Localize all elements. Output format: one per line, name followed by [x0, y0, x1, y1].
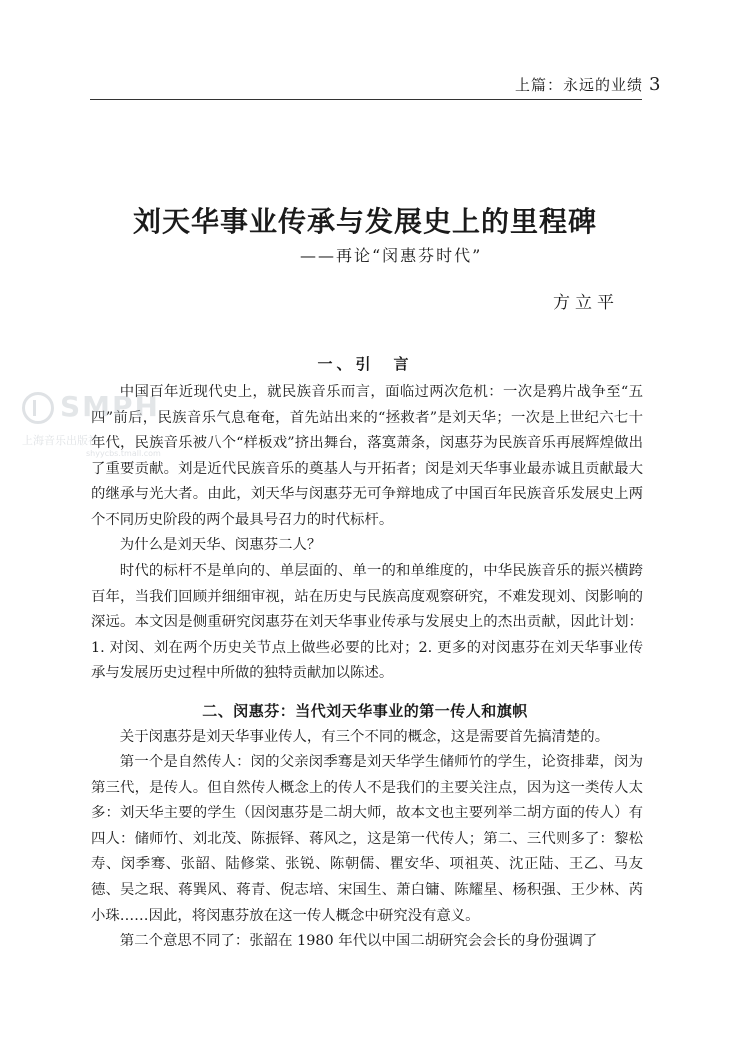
body-paragraph: 中国百年近现代史上，就民族音乐而言，面临过两次危机：一次是鸦片战争至“五四”前后，民族音乐气息奄奄，首先站出来的“拯救者”是刘天华；一次是上世纪六七十年代，民族音乐被八个“样板戏”挤出舞台，落寞萧条，闵惠芬为民族音乐再展辉煌做出了重要贡献。刘是近代民族音乐的奠基人与开拓者；闵是刘天华事业最赤诚且贡献最大的继承与光大者。由此，刘天华与闵惠芬无可争辩地成了中国百年民族音乐发展史上两个不同历史阶段的两个最具号召力的时代标杆。: [91, 384, 643, 528]
watermark-url: shyycbs.tmall.com: [86, 449, 161, 458]
article-title: 刘天华事业传承与发展史上的里程碑: [132, 205, 597, 238]
article-subtitle: ——再论“闵惠芬时代”: [300, 246, 483, 265]
body-paragraph: 第一个是自然传人：闵的父亲闵季骞是刘天华学生储师竹的学生，论资排辈，闵为第三代，是传人。但自然传人概念上的传人不是我们的主要关注点，因为这一类传人太多：刘天华主要的学生（因闵惠芬是二胡大师，故本文也主要列举二胡方面的传人）有四人：储师竹、刘北茂、陈振铎、蒋风之，这是第一代传人；第二、三代则多了：黎松寿、闵季骞、张韶、陆修棠、张锐、陈朝儒、瞿安华、项祖英、沈正陆、王乙、马友德、吴之珉、蒋巽风、蒋青、倪志培、宋国生、萧白镛、陈耀星、杨积强、王少林、芮小珠……因此，将闵惠芬放在这一传人概念中研究没有意义。: [91, 754, 643, 924]
section-heading-introduction: 一、引 言: [317, 355, 413, 373]
body-paragraph: 时代的标杆不是单向的、单层面的、单一的和单维度的，中华民族音乐的振兴横跨百年，当我们回顾并细细审视，站在历史与民族高度观察研究，不难发现刘、闵影响的深远。本文因是侧重研究闵惠芬在刘天华事业传承与发展史上的杰出贡献，因此计划：1. 对闵、刘在两个历史关节点上做些必要的比对；2. 更多的对闵惠芬在刘天华事业传承与发展历史过程中所做的独特贡献加以陈述。: [91, 563, 643, 682]
running-header: [515, 74, 661, 95]
body-paragraph: 为什么是刘天华、闵惠芬二人？: [119, 537, 322, 553]
running-header-section: 上篇：永远的业绩: [515, 76, 644, 94]
watermark-publisher-name: 上海音乐出版社: [22, 434, 99, 447]
publisher-logo-icon: [22, 392, 54, 424]
section-heading-min-huifen: 二、闵惠芬：当代刘天华事业的第一传人和旗帜: [202, 702, 528, 720]
header-divider: [90, 99, 642, 100]
body-paragraph: 第二个意思不同了：张韶在 1980 年代以中国二胡研究会会长的身份强调了: [119, 933, 598, 949]
page-number: 3: [649, 74, 662, 95]
article-author: 方立平: [553, 293, 619, 313]
body-paragraph: 关于闵惠芬是刘天华事业传人，有三个不同的概念，这是需要首先搞清楚的。: [119, 729, 610, 745]
watermark-brand: SMPH: [60, 390, 160, 423]
